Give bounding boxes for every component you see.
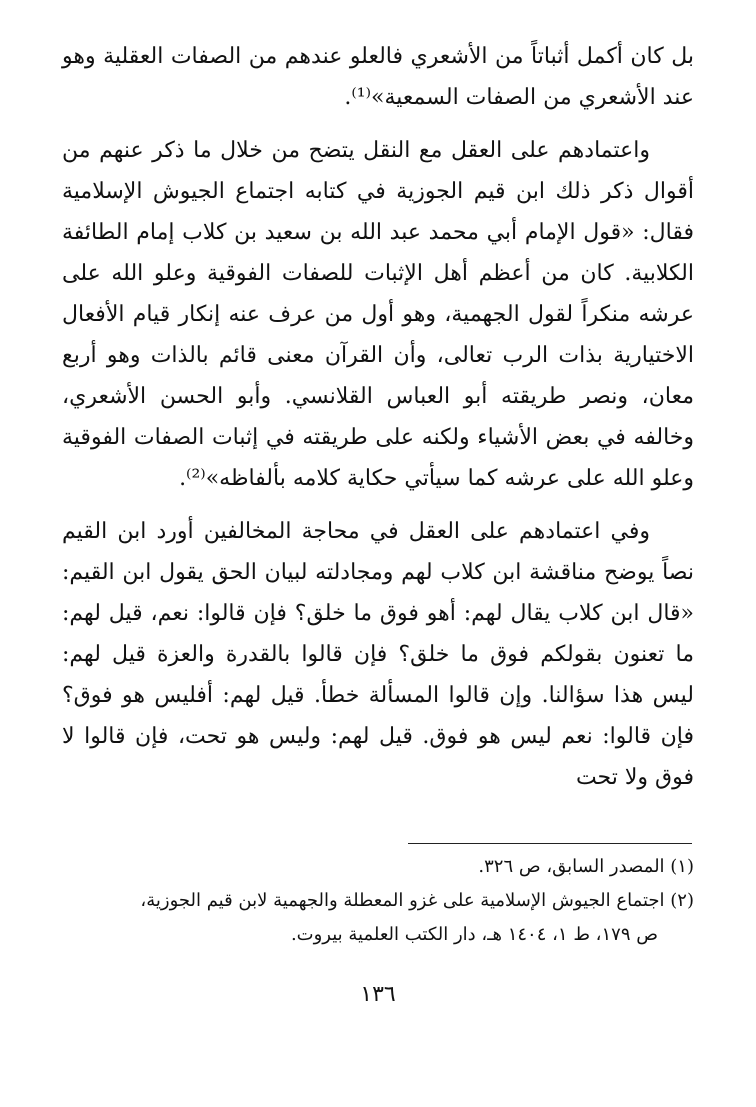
paragraph-2: واعتمادهم على العقل مع النقل يتضح من خلال ما ذكر عنهم من أقوال ذكر ذلك ابن قيم الجوزية في كتابه اجتماع الجيوش الإسلامية فقال: «قول الإمام أبي محمد عبد الله بن سعيد بن كلاب إمام الطائفة الكلابية. كان من أعظم أهل الإثبات للصفات الفوقية وعلو الله على عرشه منكراً لقول الجهمية، وهو أول من عرف عنه إنكار قيام الأفعال الاختيارية بذات الرب تعالى، وأن القرآن معنى قائم بالذات وهو أربع معان، ونصر طريقته أبو العباس القلانسي. وأبو الحسن الأشعري، وخالفه في بعض الأشياء ولكنه على طريقته في إثبات الصفات الفوقية وعلو الله على عرشه كما سيأتي حكاية كلامه بألفاظه»⁽²⁾. xyxy=(62,138,694,491)
paragraph-1: بل كان أكمل أثباتاً من الأشعري فالعلو عندهم من الصفات العقلية وهو عند الأشعري من الصفات السمعية»⁽¹⁾. xyxy=(62,44,694,110)
body-text xyxy=(62,36,694,798)
footnote-2-line-2: ص ١٧٩، ط ١، ١٤٠٤ هـ، دار الكتب العلمية بيروت. xyxy=(290,924,658,945)
footnote-1: (١) المصدر السابق، ص ٣٢٦. xyxy=(478,856,694,877)
footnote-2-line-1: (٢) اجتماع الجيوش الإسلامية على غزو المعطلة والجهمية لابن قيم الجوزية، xyxy=(140,890,694,911)
footnotes xyxy=(62,850,694,952)
paragraph-3: وفي اعتمادهم على العقل في محاجة المخالفين أورد ابن القيم نصاً يوضح مناقشة ابن كلاب لهم ومجادلته لبيان الحق يقول ابن القيم: «قال ابن كلاب يقال لهم: أهو فوق ما خلق؟ فإن قالوا: نعم، قيل لهم: ما تعنون بقولكم فوق ما خلق؟ فإن قالوا بالقدرة والعزة قيل لهم: ليس هذا سؤالنا. وإن قالوا المسألة خطأ. قيل لهم: أفليس هو فوق؟ فإن قالوا: نعم ليس هو فوق. قيل لهم: وليس هو تحت، فإن قالوا لا فوق ولا تحت xyxy=(62,519,694,790)
footnote-divider xyxy=(408,843,692,844)
page-number: ١٣٦ xyxy=(360,982,396,1007)
